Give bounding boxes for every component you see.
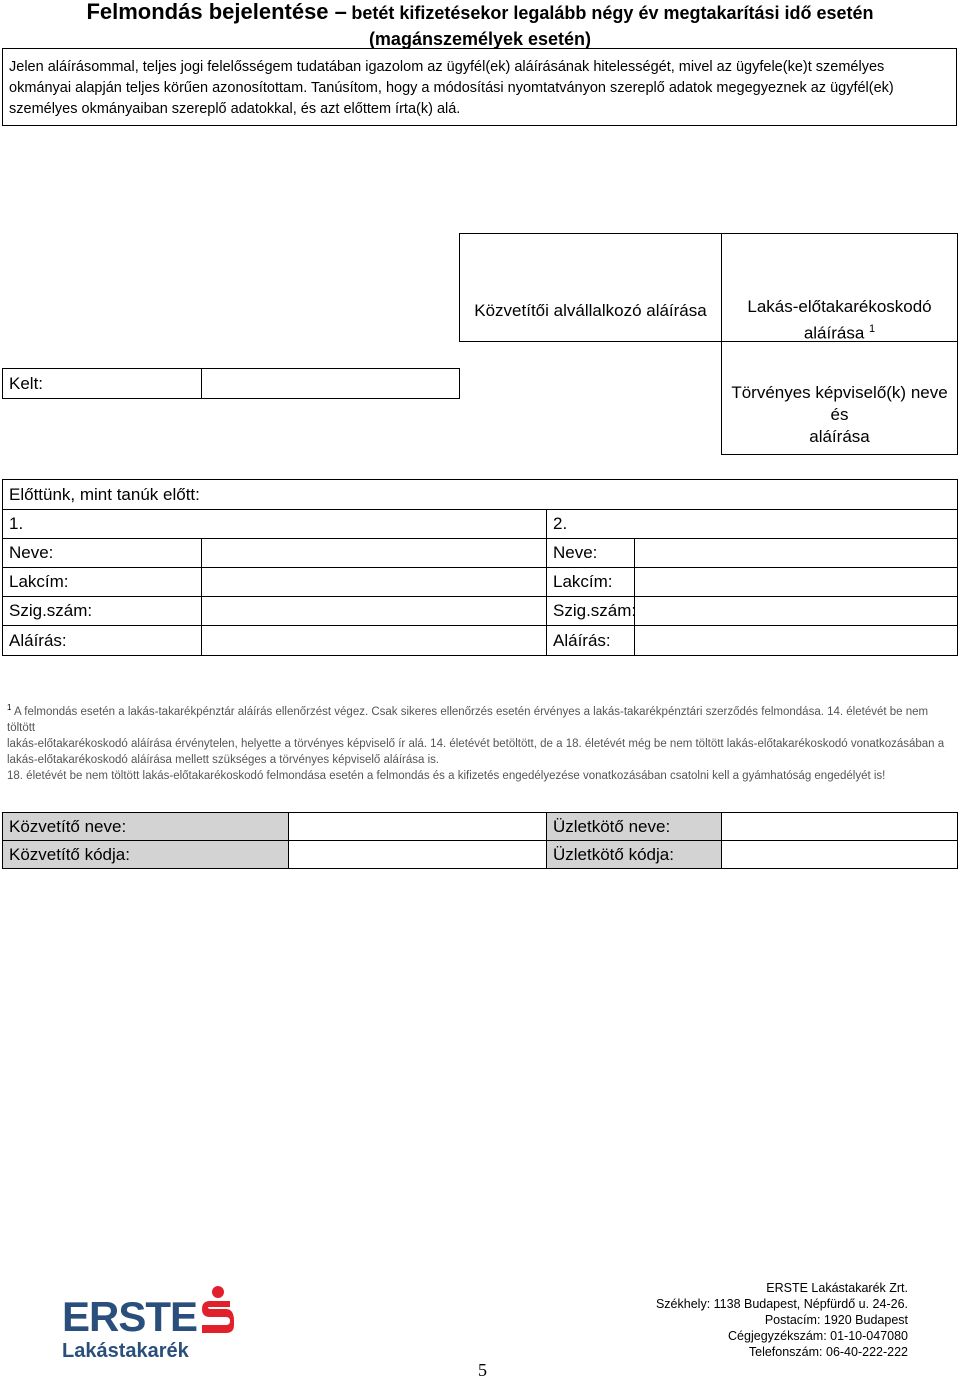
witness2-address-label: Lakcím: (546, 567, 635, 597)
witness2-name-field[interactable] (634, 538, 958, 568)
logo-sub: Lakástakarék (62, 1340, 189, 1362)
witness1-address-label: Lakcím: (2, 567, 202, 597)
company-postal: Postacím: 1920 Budapest (764, 1313, 908, 1327)
footnote-ref: 1 (869, 323, 876, 335)
witness1-id-field[interactable] (201, 596, 547, 626)
declaration-box (2, 48, 957, 126)
saver-signature-label (722, 296, 957, 345)
dealer-code-field[interactable] (721, 840, 958, 869)
footnote-line2: lakás-előtakarékoskodó aláírása érvénytelen, helyette a törvényes képviselő ír alá. 14. életévét betöltött, de a 18. életévét még be nem töltött lakás-előtakarékoskodó vonatkozásában a (7, 737, 945, 750)
witness2-number: 2. (546, 509, 958, 539)
saver-label-line2: aláírása $^1$ (803, 323, 876, 343)
company-info (656, 1280, 908, 1360)
dealer-name-label: Üzletkötő neve: (546, 812, 722, 841)
erste-logo (62, 1286, 242, 1366)
intermediary-signature-label: Közvetítői alvállalkozó aláírása (474, 301, 707, 320)
legal-rep-signature-box[interactable] (721, 341, 958, 455)
witness1-signature-field[interactable] (201, 625, 547, 656)
intermediary-code-field[interactable] (288, 840, 547, 869)
witness2-signature-field[interactable] (634, 625, 958, 656)
page-number: 5 (478, 1360, 487, 1380)
witness1-name-field[interactable] (201, 538, 547, 568)
declaration-text: Jelen aláírásommal, teljes jogi felelősségem tudatában igazolom az ügyfél(ek) aláírásának hitelességét, mivel az ügyfele(ke)t személyes okmányai alapján teljes körűen azonosítottam. Tanúsítom, hogy a módosítási nyomtatványon szereplő adatok megegyeznek az ügyfél(ek) személyes okmányaiban szereplő adatokkal, és azt előttem írta(k) alá. (9, 59, 894, 117)
title-sub1: betét kifizetésekor legalább négy év megtakarítási idő esetén (351, 3, 874, 23)
title-sub2: (magánszemélyek esetén) (368, 29, 592, 49)
witness2-name-label: Neve: (546, 538, 635, 568)
company-registry: Cégjegyzékszám: 01-10-047080 (728, 1329, 908, 1343)
intermediary-code-label: Közvetítő kódja: (2, 840, 289, 869)
footnote-line1: A felmondás esetén a lakás-takarékpénztár aláírás ellenőrzést végez. Csak sikeres ellenőrzés esetén érvényes a lakás-takarékpénztári szerződés felmondása. 14. életévét be nem töltött (7, 705, 929, 734)
witness1-number: 1. (2, 509, 547, 539)
company-hq: Székhely: 1138 Budapest, Népfürdő u. 24-26. (655, 1297, 908, 1311)
company-name: ERSTE Lakástakarék Zrt. (766, 1281, 908, 1295)
witness1-id-label: Szig.szám: (2, 596, 202, 626)
intermediary-signature-box[interactable] (459, 233, 722, 342)
witness1-address-field[interactable] (201, 567, 547, 597)
footnote-line3: lakás-előtakarékoskodó aláírása mellett szükséges a törvényes képviselő aláírása is. (7, 753, 440, 766)
intermediary-name-label: Közvetítő neve: (2, 812, 289, 841)
document-title (0, 0, 960, 51)
company-phone: Telefonszám: 06-40-222-222 (748, 1345, 908, 1359)
witness1-signature-label: Aláírás: (2, 625, 202, 656)
witness2-id-label: Szig.szám: (546, 596, 635, 626)
legal-rep-line1: Törvényes képviselő(k) neve és (731, 383, 948, 424)
footnote-line4: 18. életévét be nem töltött lakás-előtakarékoskodó felmondása esetén a felmondás és a kifizetés engedélyezése vonatkozásában csatolni kell a gyámhatóság engedélyét is! (7, 769, 886, 782)
dealer-code-label: Üzletkötő kódja: (546, 840, 722, 869)
footnote-number: 1 (7, 703, 12, 712)
dealer-name-field[interactable] (721, 812, 958, 841)
witness2-id-field[interactable] (634, 596, 958, 626)
logo-brand: ERSTE (62, 1293, 198, 1340)
kelt-label: Kelt: (2, 368, 202, 399)
intermediary-name-field[interactable] (288, 812, 547, 841)
witness-heading: Előttünk, mint tanúk előtt: (2, 479, 958, 510)
kelt-field[interactable] (201, 368, 460, 399)
witness1-name-label: Neve: (2, 538, 202, 568)
title-main: Felmondás bejelentése – (86, 0, 347, 24)
saver-signature-box[interactable] (721, 233, 958, 342)
erste-s-icon (200, 1286, 236, 1338)
witness2-address-field[interactable] (634, 567, 958, 597)
footnote (7, 700, 952, 784)
witness2-signature-label: Aláírás: (546, 625, 635, 656)
saver-label-line1: Lakás-előtakarékoskodó (747, 297, 932, 316)
legal-rep-line2: aláírása (809, 427, 870, 446)
